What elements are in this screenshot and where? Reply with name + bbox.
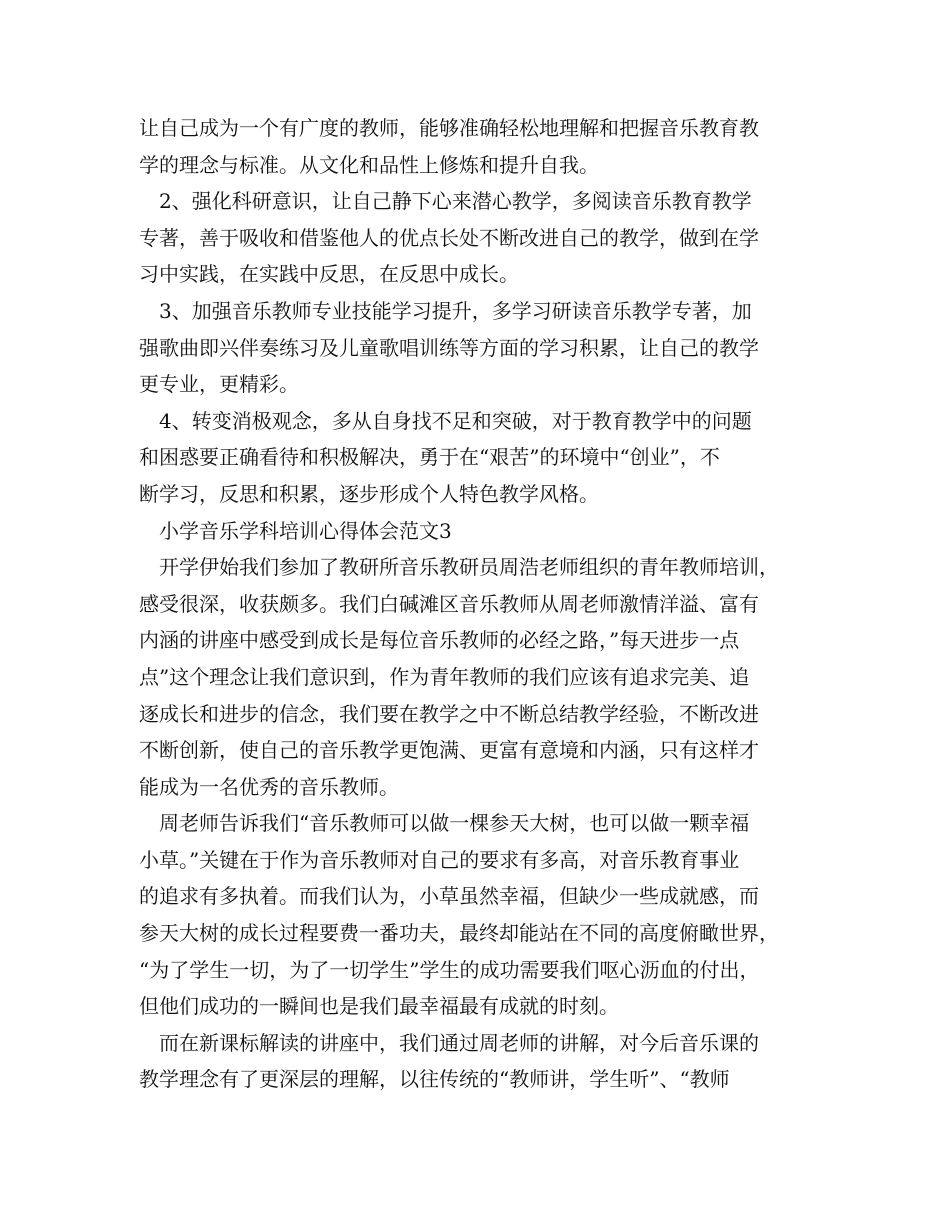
text-line: 开学伊始我们参加了教研所音乐教研员周浩老师组织的青年教师培训， [159, 555, 779, 580]
document-body [139, 110, 819, 1098]
text-line: 习中实践，在实践中反思，在反思中成长。 [139, 262, 519, 287]
text-line: 的追求有多执着。而我们认为，小草虽然幸福，但缺少一些成就感，而 [139, 884, 759, 909]
text-line: 学的理念与标准。从文化和品性上修炼和提升自我。 [139, 152, 599, 177]
text-line: 断学习，反思和积累，逐步形成个人特色教学风格。 [139, 481, 599, 506]
text-line: 周老师告诉我们“音乐教师可以做一棵参天大树，也可以做一颗幸福 [159, 811, 750, 836]
text-line: 点”这个理念让我们意识到，作为青年教师的我们应该有追求完美、追 [139, 664, 750, 689]
text-line: 强歌曲即兴伴奏练习及儿童歌唱训练等方面的学习积累，让自己的教学 [139, 335, 759, 360]
text-line: 3、加强音乐教师专业技能学习提升，多学习研读音乐教学专著，加 [159, 298, 752, 323]
text-line: 参天大树的成长过程要费一番功夫，最终却能站在不同的高度俯瞰世界， [139, 921, 779, 946]
text-line: 而在新课标解读的讲座中，我们通过周老师的讲解，对今后音乐课的 [159, 1030, 759, 1055]
text-line: 能成为一名优秀的音乐教师。 [139, 774, 399, 799]
text-line: 和困惑要正确看待和积极解决，勇于在“艰苦”的环境中“创业”，不 [139, 445, 720, 470]
text-line: 专著，善于吸收和借鉴他人的优点长处不断改进自己的教学，做到在学 [139, 225, 759, 250]
text-line: 不断创新，使自己的音乐教学更饱满、更富有意境和内涵，只有这样才 [139, 738, 759, 763]
text-line: 感受很深，收获颇多。我们白碱滩区音乐教师从周老师激情洋溢、富有 [139, 591, 759, 616]
text-line: 内涵的讲座中感受到成长是每位音乐教师的必经之路，”每天进步一点 [139, 628, 740, 653]
text-line: 2、强化科研意识，让自己静下心来潜心教学，多阅读音乐教育教学 [159, 189, 752, 214]
text-line: 小学音乐学科培训心得体会范文3 [159, 518, 452, 543]
text-line: 4、转变消极观念，多从自身找不足和突破，对于教育教学中的问题 [159, 408, 752, 433]
text-line: 让自己成为一个有广度的教师，能够准确轻松地理解和把握音乐教育教 [139, 116, 759, 140]
text-line: 教学理念有了更深层的理解，以往传统的“教师讲，学生听”、“教师 [139, 1067, 730, 1092]
text-line: 小草。”关键在于作为音乐教师对自己的要求有多高，对音乐教育事业 [139, 847, 740, 872]
text-line: 但他们成功的一瞬间也是我们最幸福最有成就的时刻。 [139, 994, 619, 1019]
text-line: 逐成长和进步的信念，我们要在教学之中不断总结教学经验，不断改进 [139, 701, 759, 726]
text-line: “为了学生一切，为了一切学生”学生的成功需要我们呕心沥血的付出， [139, 957, 760, 982]
text-line: 更专业，更精彩。 [139, 372, 299, 397]
